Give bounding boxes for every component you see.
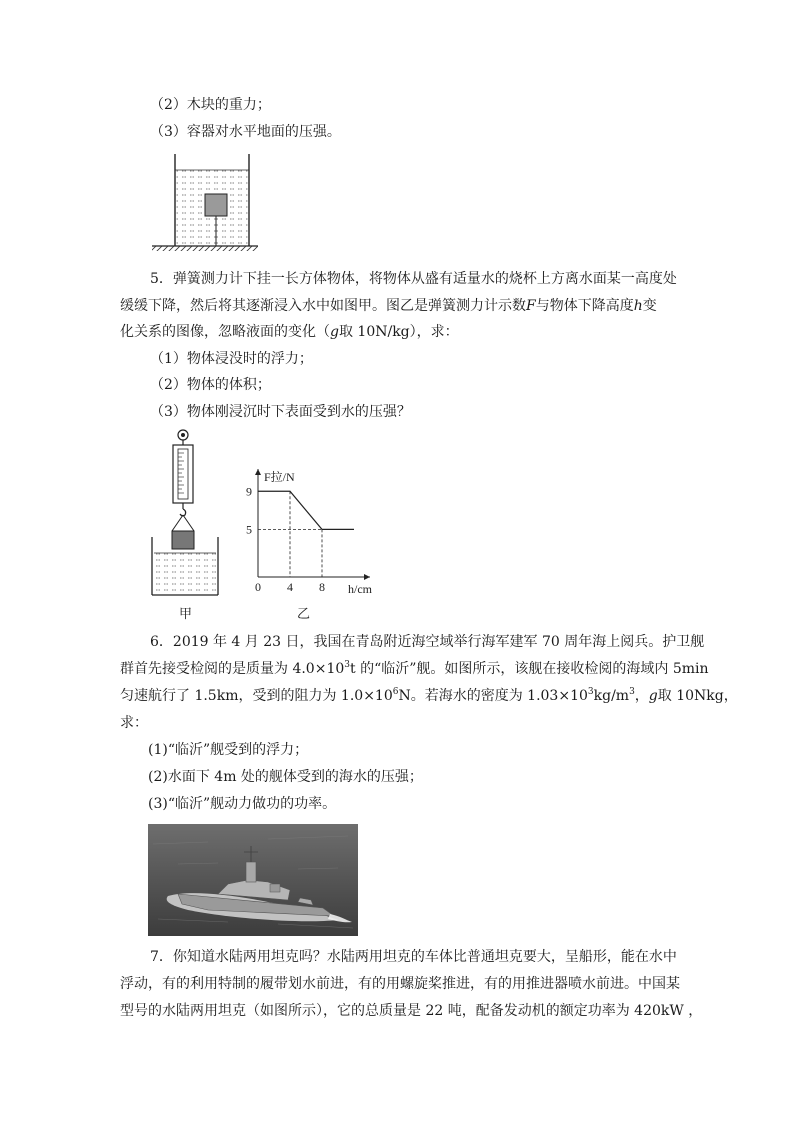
q6-line-2: 群首先接受检阅的是质量为 $4.0\times 10^3t$ 的“临沂”舰。如图所示，该舰在接收检阅的海域内 5min (120, 660, 709, 677)
x-axis-label: h/cm (348, 582, 372, 596)
warship-photo (148, 824, 358, 936)
q4-item-2: （2）木块的重力； (150, 97, 271, 113)
q6-line-1: 6．2019 年 4 月 23 日，我国在青岛附近海空域举行海军建军 70 周年海上阅兵。护卫舰 (150, 634, 705, 650)
q6-line-3: 匀速航行了 1.5km，受到的阻力为 $1.0\times 10^6N$。若海水的密度为 $1.03\times 10^3kg/m^3$，g取 10Nkg， (120, 687, 738, 704)
q6-item-1: (1)“临沂”舰受到的浮力； (148, 742, 309, 758)
y-axis-arrow (255, 469, 261, 475)
container-block-figure (150, 150, 260, 255)
q5-line-3: 化关系的图像，忽略液面的变化（g取 10N/kg），求： (120, 324, 459, 340)
y-tick-label: 9 (246, 484, 252, 499)
figure-caption-jia: 甲 (179, 607, 193, 622)
q7-line-3: 型号的水陆两用坦克（如图所示），它的总质量是 22 吨，配备发动机的额定功率为 420kW ， (120, 1003, 703, 1019)
x-tick-label: 0 (255, 580, 261, 594)
q5-item-2: （2）物体的体积； (150, 377, 271, 393)
force-height-chart (240, 460, 380, 600)
spring-scale-beaker-figure (140, 425, 230, 605)
y-axis-label: F拉/N (264, 470, 295, 484)
q4-item-3: （3）容器对水平地面的压强。 (150, 124, 341, 140)
figure-caption-yi: 乙 (297, 607, 311, 622)
q6-line-4: 求： (120, 715, 148, 731)
q7-line-2: 浮动，有的利用特制的履带划水前进，有的用螺旋桨推进，有的用推进器喷水前进。中国某 (120, 976, 680, 992)
series-line (258, 491, 354, 529)
q5-item-3: （3）物体刚浸沉时下表面受到水的压强？ (150, 404, 411, 420)
y-tick-label: 5 (246, 522, 252, 537)
q5-line-2: 缓缓下降，然后将其逐渐浸入水中如图甲。图乙是弹簧测力计示数F与物体下降高度h变 (120, 298, 657, 314)
q5-line-1: 5．弹簧测力计下挂一长方体物体，将物体从盛有适量水的烧杯上方离水面某一高度处 (150, 271, 677, 287)
q7-line-1: 7．你知道水陆两用坦克吗？水陆两用坦克的车体比普通坦克要大，呈船形，能在水中 (150, 949, 677, 965)
q6-item-3: (3)“临沂”舰动力做功的功率。 (148, 796, 337, 812)
x-tick-label: 4 (287, 580, 293, 594)
q5-item-1: （1）物体浸没时的浮力； (150, 351, 313, 367)
x-tick-label: 8 (319, 580, 325, 594)
q6-item-2: (2)水面下 4m 处的舰体受到的海水的压强； (148, 769, 423, 785)
x-axis-arrow (364, 574, 370, 580)
